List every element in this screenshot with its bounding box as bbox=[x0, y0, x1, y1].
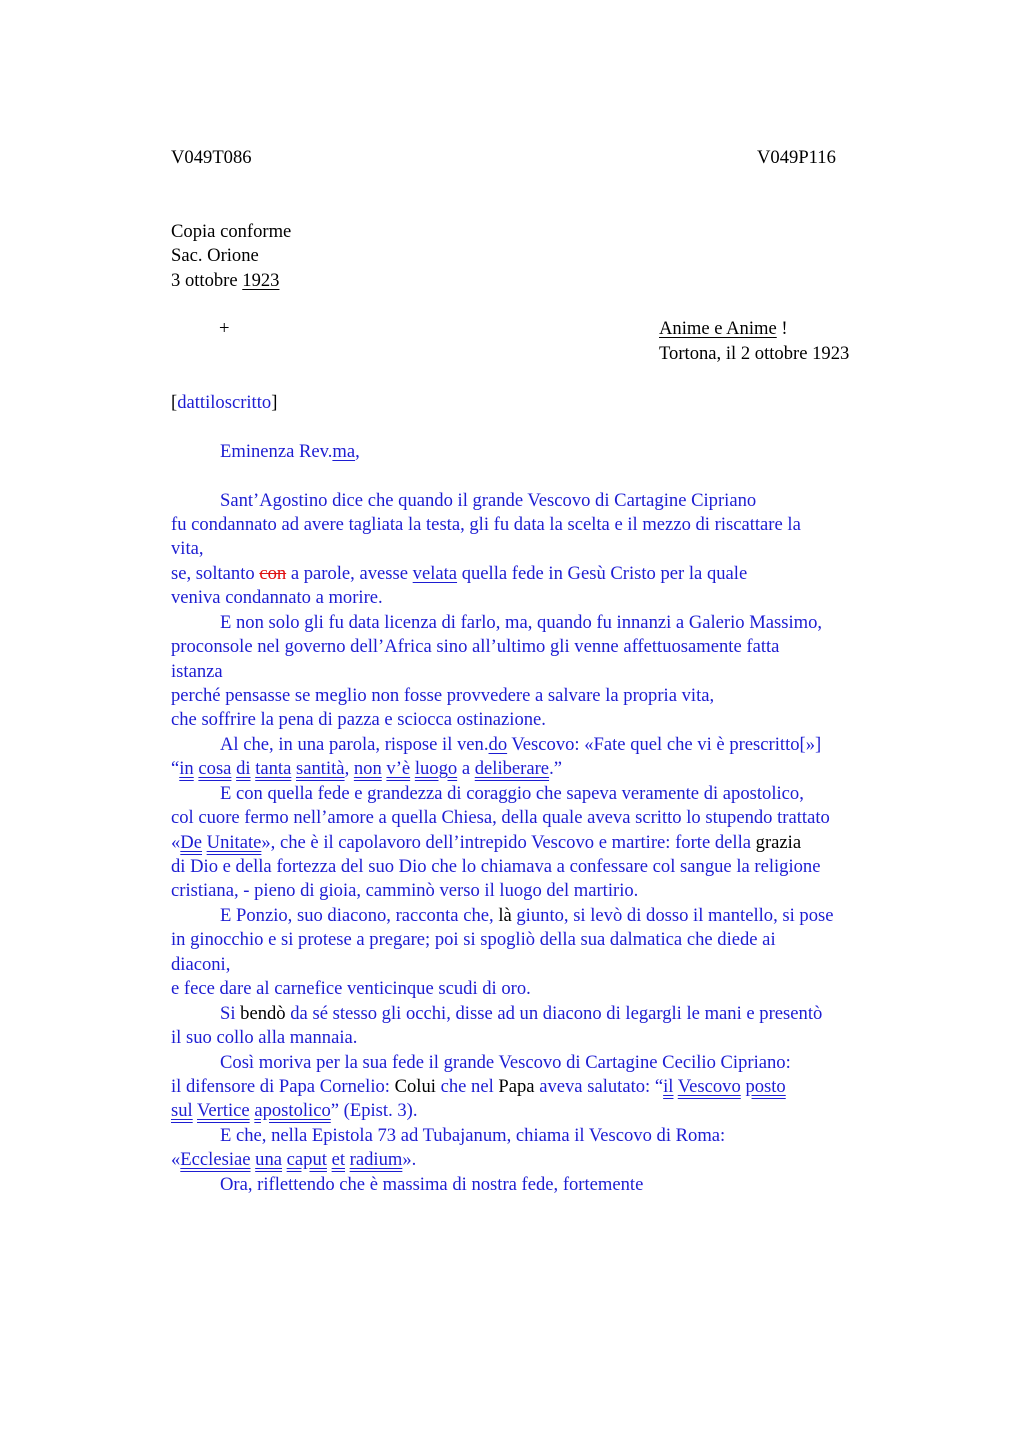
double-underlined-word: santità bbox=[296, 758, 345, 779]
double-underlined-word: De bbox=[180, 832, 202, 853]
copy-note-line3 bbox=[171, 270, 279, 292]
body-line bbox=[171, 1149, 416, 1171]
note-text: dattiloscritto bbox=[177, 392, 272, 413]
text: se, soltanto bbox=[171, 563, 260, 584]
double-underlined-word: sul bbox=[171, 1100, 193, 1121]
body-line: istanza bbox=[171, 661, 223, 682]
doc-code-right: V049P116 bbox=[757, 147, 836, 168]
black-word: là bbox=[498, 905, 512, 926]
underlined-abbr: do bbox=[488, 734, 508, 755]
body-line bbox=[171, 1076, 786, 1098]
text: “ bbox=[171, 758, 180, 779]
underlined-word: velata bbox=[412, 563, 458, 584]
double-underlined-word: posto bbox=[745, 1076, 786, 1097]
doc-code-left: V049T086 bbox=[171, 147, 252, 168]
text: .” bbox=[549, 758, 562, 779]
text: ” (Epist. 3). bbox=[330, 1100, 418, 1121]
place-date: Tortona, il 2 ottobre 1923 bbox=[659, 343, 850, 364]
double-underlined-word: Unitate bbox=[206, 832, 262, 853]
copy-year: 1923 bbox=[242, 270, 280, 291]
deleted-word: con bbox=[259, 563, 287, 584]
body-line: proconsole nel governo dell’Africa sino all’ultimo gli venne affettuosamente fatta bbox=[171, 636, 780, 657]
motto-suffix: ! bbox=[776, 318, 788, 339]
bracket: [ bbox=[171, 392, 178, 413]
body-line: diaconi, bbox=[171, 954, 231, 975]
text: il difensore di Papa Cornelio: bbox=[171, 1076, 395, 1097]
black-word: grazia bbox=[755, 832, 802, 853]
editorial-note bbox=[171, 392, 277, 414]
motto-text: Anime e Anime bbox=[659, 318, 777, 339]
body-line: col cuore fermo nell’amore a quella Chiesa, della quale aveva scritto lo stupendo trattato bbox=[171, 807, 830, 828]
text: a parole, avesse bbox=[286, 563, 413, 584]
text: « bbox=[171, 1149, 181, 1170]
body-line: perché pensasse se meglio non fosse provvedere a salvare la propria vita, bbox=[171, 685, 715, 706]
body-line: veniva condannato a morire. bbox=[171, 587, 383, 608]
text: Al che, in una parola, rispose il ven. bbox=[220, 734, 489, 755]
double-underlined-word: Vertice bbox=[197, 1100, 250, 1121]
text: da sé stesso gli occhi, disse ad un diacono di legargli le mani e presentò bbox=[285, 1003, 823, 1024]
motto bbox=[659, 318, 788, 340]
text: , bbox=[344, 758, 354, 779]
body-line: fu condannato ad avere tagliata la testa, gli fu data la scelta e il mezzo di riscattare la bbox=[171, 514, 801, 535]
body-line: Sant’Agostino dice che quando il grande Vescovo di Cartagine Cipriano bbox=[220, 490, 757, 511]
body-line bbox=[220, 905, 834, 927]
text: quella fede in Gesù Cristo per la quale bbox=[457, 563, 748, 584]
bracket: ] bbox=[271, 392, 278, 413]
salutation bbox=[220, 441, 360, 463]
double-underlined-word: Ecclesiae bbox=[180, 1149, 251, 1170]
body-line: Ora, riflettendo che è massima di nostra fede, fortemente bbox=[220, 1174, 644, 1195]
body-line: e fece dare al carnefice venticinque scudi di oro. bbox=[171, 978, 531, 999]
body-line: E con quella fede e grandezza di coraggio che sapeva veramente di apostolico, bbox=[220, 783, 804, 804]
text: aveva salutato: “ bbox=[534, 1076, 664, 1097]
double-underlined-word: una bbox=[255, 1149, 283, 1170]
double-underlined-word: deliberare bbox=[474, 758, 550, 779]
salutation-comma: , bbox=[355, 441, 360, 462]
double-underlined-word: tanta bbox=[255, 758, 292, 779]
double-underlined-word: luogo bbox=[414, 758, 458, 779]
body-line: E che, nella Epistola 73 ad Tubajanum, chiama il Vescovo di Roma: bbox=[220, 1125, 726, 1146]
double-underlined-word: non bbox=[353, 758, 382, 779]
body-line: cristiana, - pieno di gioia, camminò verso il luogo del martirio. bbox=[171, 880, 639, 901]
text: E Ponzio, suo diacono, racconta che, bbox=[220, 905, 499, 926]
black-word: Colui bbox=[394, 1076, 436, 1097]
double-underlined-word: radium bbox=[349, 1149, 403, 1170]
body-line: in ginocchio e si protese a pregare; poi si spogliò della sua dalmatica che diede ai bbox=[171, 929, 776, 950]
body-line bbox=[220, 734, 821, 756]
body-line: di Dio e della fortezza del suo Dio che lo chiamava a confessare col sangue la religione bbox=[171, 856, 821, 877]
text: », che è il capolavoro dell’intrepido Vescovo e martire: forte della bbox=[261, 832, 756, 853]
text: a bbox=[457, 758, 475, 779]
body-line: che soffrire la pena di pazza e sciocca ostinazione. bbox=[171, 709, 546, 730]
text: « bbox=[171, 832, 181, 853]
body-line bbox=[171, 1100, 418, 1122]
salutation-abbr: ma bbox=[332, 441, 356, 462]
body-line: vita, bbox=[171, 538, 204, 559]
body-line-quote bbox=[171, 758, 562, 780]
text: Si bbox=[220, 1003, 241, 1024]
copy-note-line1: Copia conforme bbox=[171, 221, 292, 242]
double-underlined-word: di bbox=[236, 758, 251, 779]
text: giunto, si levò di dosso il mantello, si pose bbox=[511, 905, 834, 926]
double-underlined-word: caput bbox=[286, 1149, 327, 1170]
double-underlined-word: in bbox=[179, 758, 194, 779]
text: Vescovo: «Fate quel che vi è prescritto[»] bbox=[507, 734, 822, 755]
body-line: il suo collo alla mannaia. bbox=[171, 1027, 358, 1048]
body-line: Così moriva per la sua fede il grande Vescovo di Cartagine Cecilio Cipriano: bbox=[220, 1052, 791, 1073]
copy-note-line2: Sac. Orione bbox=[171, 245, 259, 266]
cross-symbol: + bbox=[219, 318, 230, 339]
text: che nel bbox=[435, 1076, 499, 1097]
double-underlined-word: et bbox=[331, 1149, 346, 1170]
double-underlined-word: v’è bbox=[386, 758, 411, 779]
copy-date: 3 ottobre bbox=[171, 270, 243, 291]
salutation-text: Eminenza Rev. bbox=[220, 441, 333, 462]
black-word: bendò bbox=[240, 1003, 286, 1024]
double-underlined-word: il bbox=[663, 1076, 674, 1097]
body-line bbox=[171, 563, 747, 585]
text: ». bbox=[402, 1149, 417, 1170]
body-line bbox=[220, 1003, 822, 1025]
double-underlined-word: cosa bbox=[198, 758, 232, 779]
body-line bbox=[171, 832, 801, 854]
double-underlined-word: apostolico bbox=[254, 1100, 331, 1121]
black-word: Papa bbox=[498, 1076, 535, 1097]
double-underlined-word: Vescovo bbox=[677, 1076, 741, 1097]
body-line: E non solo gli fu data licenza di farlo, ma, quando fu innanzi a Galerio Massimo, bbox=[220, 612, 823, 633]
